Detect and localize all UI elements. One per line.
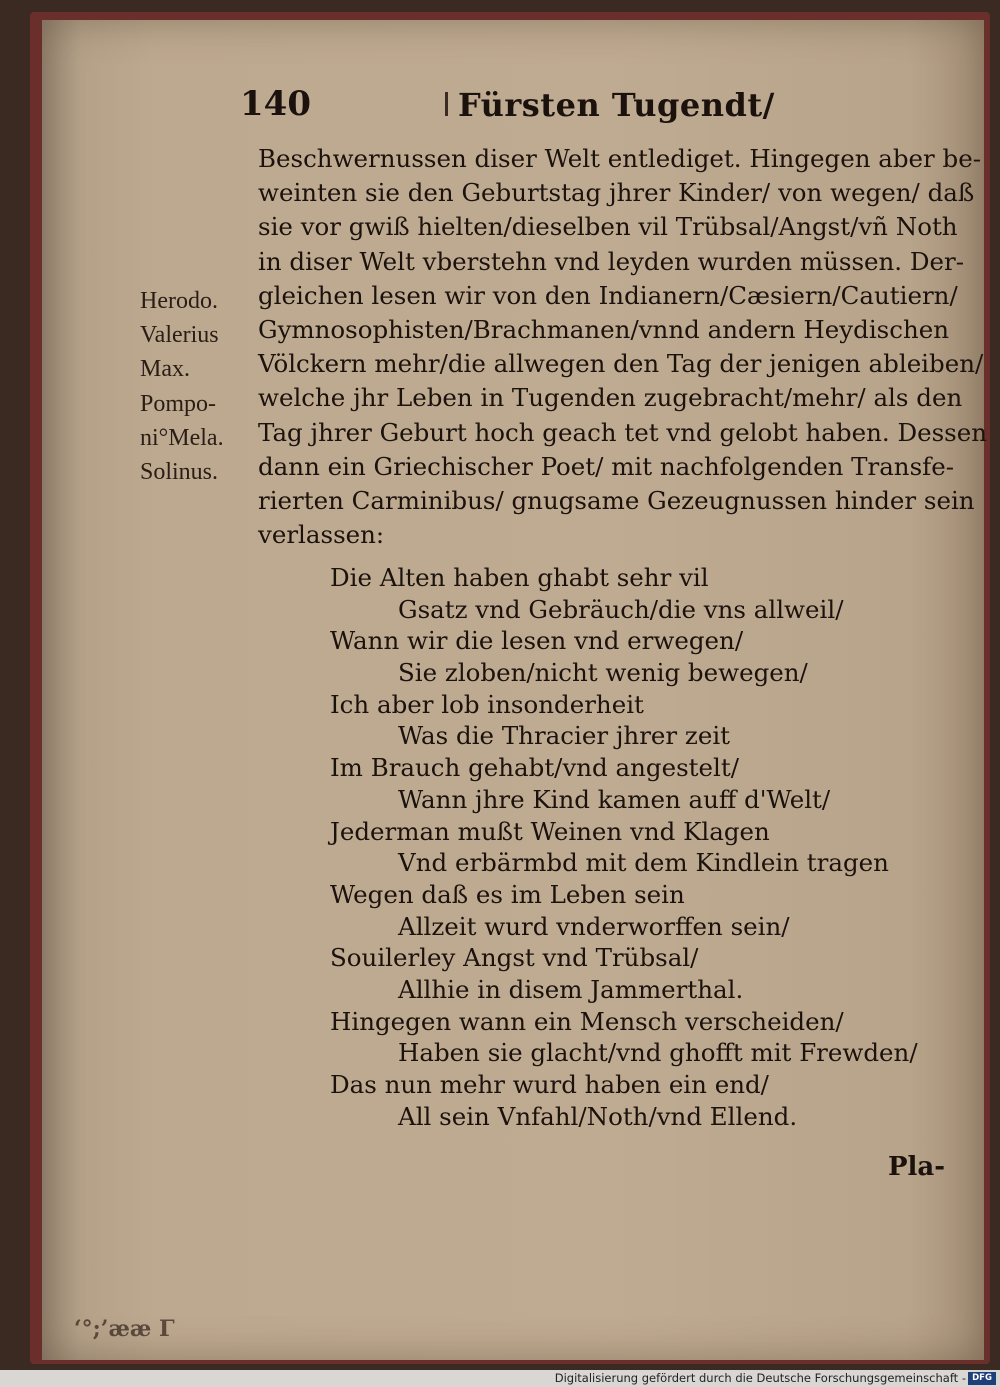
- poem-line: Haben sie glacht/vnd ghofft mit Frewden/: [398, 1038, 918, 1068]
- poem-line: Sie zloben/nicht wenig bewegen/: [398, 658, 808, 688]
- library-stamp: ‘°;’ææ Γ: [74, 1316, 175, 1342]
- poem-line: Im Brauch gehabt/vnd angestelt/: [330, 753, 739, 783]
- dfg-logo: DFG: [968, 1372, 996, 1385]
- body-line: gleichen lesen wir von den Indianern/Cæsiern/Cautiern/: [258, 280, 958, 310]
- poem-line: Ich aber lob insonderheit: [330, 689, 644, 719]
- body-line: Gymnosophisten/Brachmanen/vnnd andern Heydischen: [258, 314, 950, 344]
- running-title: Fürsten Tugendt/: [458, 86, 775, 124]
- poem-line: Wann wir die lesen vnd erwegen/: [330, 626, 744, 656]
- body-line: welche jhr Leben in Tugenden zugebracht/mehr/ als den: [258, 383, 963, 413]
- poem-line: Wann jhre Kind kamen auff d'Welt/: [398, 784, 831, 814]
- body-paragraph: [258, 142, 988, 552]
- body-line: sie vor gwiß hielten/dieselben vil Trübsal/Angst/vñ Noth: [258, 212, 958, 242]
- poem-line: Die Alten haben ghabt sehr vil: [330, 563, 709, 592]
- body-line: in diser Welt vberstehn vnd leyden wurden müssen. Der-: [258, 246, 965, 276]
- poem-line: Gsatz vnd Gebräuch/die vns allweil/: [398, 594, 844, 624]
- page-header: [240, 84, 940, 128]
- margin-note: Max.: [140, 356, 190, 383]
- body-line: Völckern mehr/die allwegen den Tag der jenigen ableiben/: [258, 349, 984, 379]
- poem-line: Das nun mehr wurd haben ein end/: [330, 1070, 769, 1099]
- body-line: weinten sie den Geburtstag jhrer Kinder/ von wegen/ daß: [258, 178, 975, 208]
- poem: [330, 562, 950, 1132]
- margin-notes: [140, 284, 258, 489]
- poem-line: Wegen daß es im Leben sein: [330, 879, 685, 909]
- poem-line: Allhie in disem Jammerthal.: [398, 974, 744, 1004]
- page-number: 140: [240, 84, 311, 124]
- margin-note: Herodo.: [140, 288, 218, 314]
- footer-bar: [0, 1370, 1000, 1387]
- margin-note: Solinus.: [140, 458, 219, 485]
- margin-note: Valerius: [140, 322, 219, 349]
- catchword: Pla-: [888, 1152, 946, 1182]
- margin-note: ni°Mela.: [140, 424, 224, 451]
- poem-line: Was die Thracier jhrer zeit: [398, 721, 730, 751]
- footer-credit: Digitalisierung gefördert durch die Deutsche Forschungsgemeinschaft -: [554, 1371, 966, 1385]
- poem-line: Hingegen wann ein Mensch verscheiden/: [330, 1006, 844, 1036]
- body-line: Tag jhrer Geburt hoch geach tet vnd gelobt haben. Dessen: [258, 417, 988, 447]
- body-line: rierten Carminibus/ gnugsame Gezeugnussen hinder sein: [258, 485, 975, 515]
- poem-line: Allzeit wurd vnderworffen sein/: [398, 911, 790, 941]
- poem-line: Souilerley Angst vnd Trübsal/: [330, 943, 699, 973]
- header-divider-mark: [445, 92, 448, 116]
- body-line: dann ein Griechischer Poet/ mit nachfolgenden Transfe-: [258, 451, 955, 481]
- body-line: verlassen:: [258, 520, 385, 550]
- body-line: Beschwernussen diser Welt entlediget. Hingegen aber be-: [258, 144, 982, 173]
- poem-line: All sein Vnfahl/Noth/vnd Ellend.: [398, 1101, 798, 1131]
- margin-note: Pompo-: [140, 390, 217, 417]
- poem-line: Vnd erbärmbd mit dem Kindlein tragen: [398, 848, 889, 878]
- poem-line: Jederman mußt Weinen vnd Klagen: [330, 816, 770, 846]
